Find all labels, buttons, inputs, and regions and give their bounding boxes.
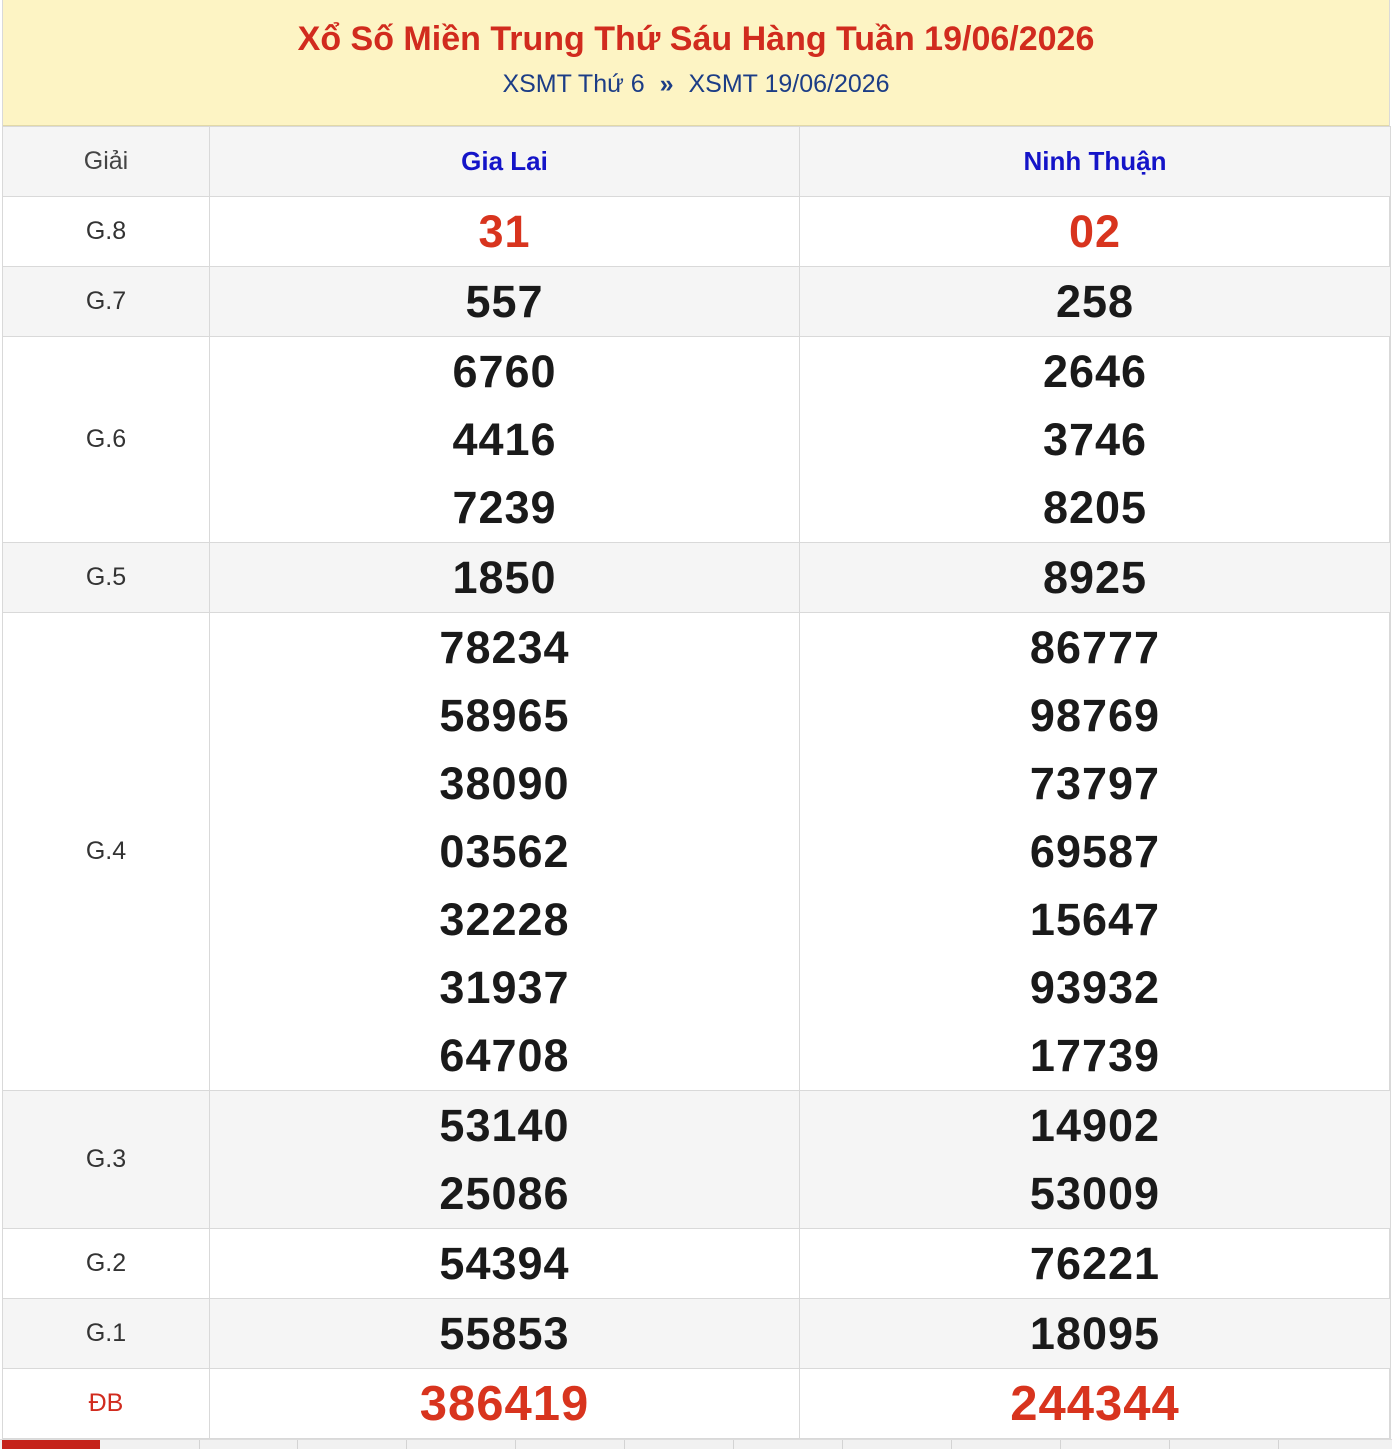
prize-number: 86777 bbox=[1029, 621, 1161, 673]
table-row bbox=[3, 543, 1391, 613]
prize-label: G.3 bbox=[85, 1145, 127, 1173]
prize-number: 3746 bbox=[1042, 413, 1148, 465]
prize-number: 64708 bbox=[439, 1029, 570, 1081]
table-row bbox=[3, 1369, 1391, 1439]
prize-number: 8205 bbox=[1042, 481, 1148, 533]
prize-number: 4416 bbox=[452, 413, 557, 465]
tab-divider bbox=[842, 1440, 843, 1449]
breadcrumb-link-weekday[interactable]: XSMT Thứ 6 bbox=[502, 70, 645, 98]
prize-number: 98769 bbox=[1029, 689, 1161, 741]
prize-number: 2646 bbox=[1042, 345, 1148, 397]
breadcrumb-link-date[interactable]: XSMT 19/06/2026 bbox=[688, 70, 890, 98]
table-header-row bbox=[3, 127, 1391, 197]
prize-number: 1850 bbox=[452, 551, 557, 603]
results-panel bbox=[2, 0, 1390, 1449]
prize-number: 53140 bbox=[439, 1099, 570, 1151]
prize-number: 258 bbox=[1055, 275, 1135, 327]
prize-number: 31 bbox=[478, 205, 531, 257]
results-header bbox=[3, 0, 1389, 126]
prize-number: 54394 bbox=[439, 1237, 570, 1289]
prize-label: G.2 bbox=[85, 1249, 127, 1277]
tab-divider bbox=[297, 1440, 298, 1449]
prize-number: 93932 bbox=[1029, 961, 1161, 1013]
prize-number: 69587 bbox=[1029, 825, 1161, 877]
special-prize-label: ĐB bbox=[88, 1389, 124, 1417]
breadcrumb-separator: » bbox=[659, 70, 674, 98]
results-table bbox=[2, 126, 1391, 1439]
prize-number: 78234 bbox=[439, 621, 570, 673]
breadcrumb bbox=[3, 67, 1389, 101]
table-row bbox=[3, 267, 1391, 337]
prize-number: 73797 bbox=[1029, 757, 1161, 809]
table-row bbox=[3, 1091, 1391, 1229]
tab-divider bbox=[515, 1440, 516, 1449]
tab-divider bbox=[406, 1440, 407, 1449]
table-row bbox=[3, 197, 1391, 267]
province-gia-lai-header[interactable]: Gia Lai bbox=[210, 127, 800, 197]
province-ninh-thuan-header[interactable]: Ninh Thuận bbox=[800, 127, 1391, 197]
prize-number: 53009 bbox=[1029, 1167, 1161, 1219]
prize-number: 7239 bbox=[452, 481, 557, 533]
prize-number: 55853 bbox=[439, 1307, 570, 1359]
prize-number: 38090 bbox=[439, 757, 570, 809]
tab-divider bbox=[1169, 1440, 1170, 1449]
tab-divider bbox=[1278, 1440, 1279, 1449]
special-prize-number: 244344 bbox=[1010, 1376, 1180, 1431]
prize-number: 31937 bbox=[439, 961, 570, 1013]
prize-label: G.8 bbox=[85, 217, 127, 245]
prize-number: 76221 bbox=[1029, 1237, 1161, 1289]
prize-number: 32228 bbox=[439, 893, 570, 945]
prize-number: 17739 bbox=[1029, 1029, 1161, 1081]
prize-number: 15647 bbox=[1029, 893, 1161, 945]
prize-label: G.1 bbox=[85, 1319, 127, 1347]
prize-label: G.6 bbox=[85, 425, 127, 453]
prize-number: 18095 bbox=[1029, 1307, 1161, 1359]
tab-divider bbox=[1060, 1440, 1061, 1449]
tab-divider bbox=[733, 1440, 734, 1449]
prize-number: 02 bbox=[1068, 205, 1122, 257]
tab-divider bbox=[624, 1440, 625, 1449]
active-tab-indicator[interactable] bbox=[2, 1440, 100, 1449]
table-row bbox=[3, 1299, 1391, 1369]
prize-label: G.7 bbox=[85, 287, 127, 315]
page-title: Xổ Số Miền Trung Thứ Sáu Hàng Tuần 19/06/2026 bbox=[297, 20, 1095, 58]
tab-divider bbox=[951, 1440, 952, 1449]
prize-number: 557 bbox=[465, 275, 544, 327]
prize-column-header: Giải bbox=[3, 127, 210, 197]
prize-number: 8925 bbox=[1042, 551, 1148, 603]
bottom-tab-strip bbox=[0, 1439, 1392, 1449]
special-prize-number: 386419 bbox=[419, 1376, 590, 1431]
prize-label: G.4 bbox=[85, 837, 127, 865]
prize-number: 14902 bbox=[1029, 1099, 1161, 1151]
prize-number: 25086 bbox=[439, 1167, 570, 1219]
table-row bbox=[3, 1229, 1391, 1299]
table-row bbox=[3, 613, 1391, 1091]
prize-number: 58965 bbox=[439, 689, 570, 741]
prize-label: G.5 bbox=[85, 563, 127, 591]
prize-number: 6760 bbox=[452, 345, 557, 397]
prize-number: 03562 bbox=[439, 825, 570, 877]
tab-divider bbox=[199, 1440, 200, 1449]
table-row bbox=[3, 337, 1391, 543]
